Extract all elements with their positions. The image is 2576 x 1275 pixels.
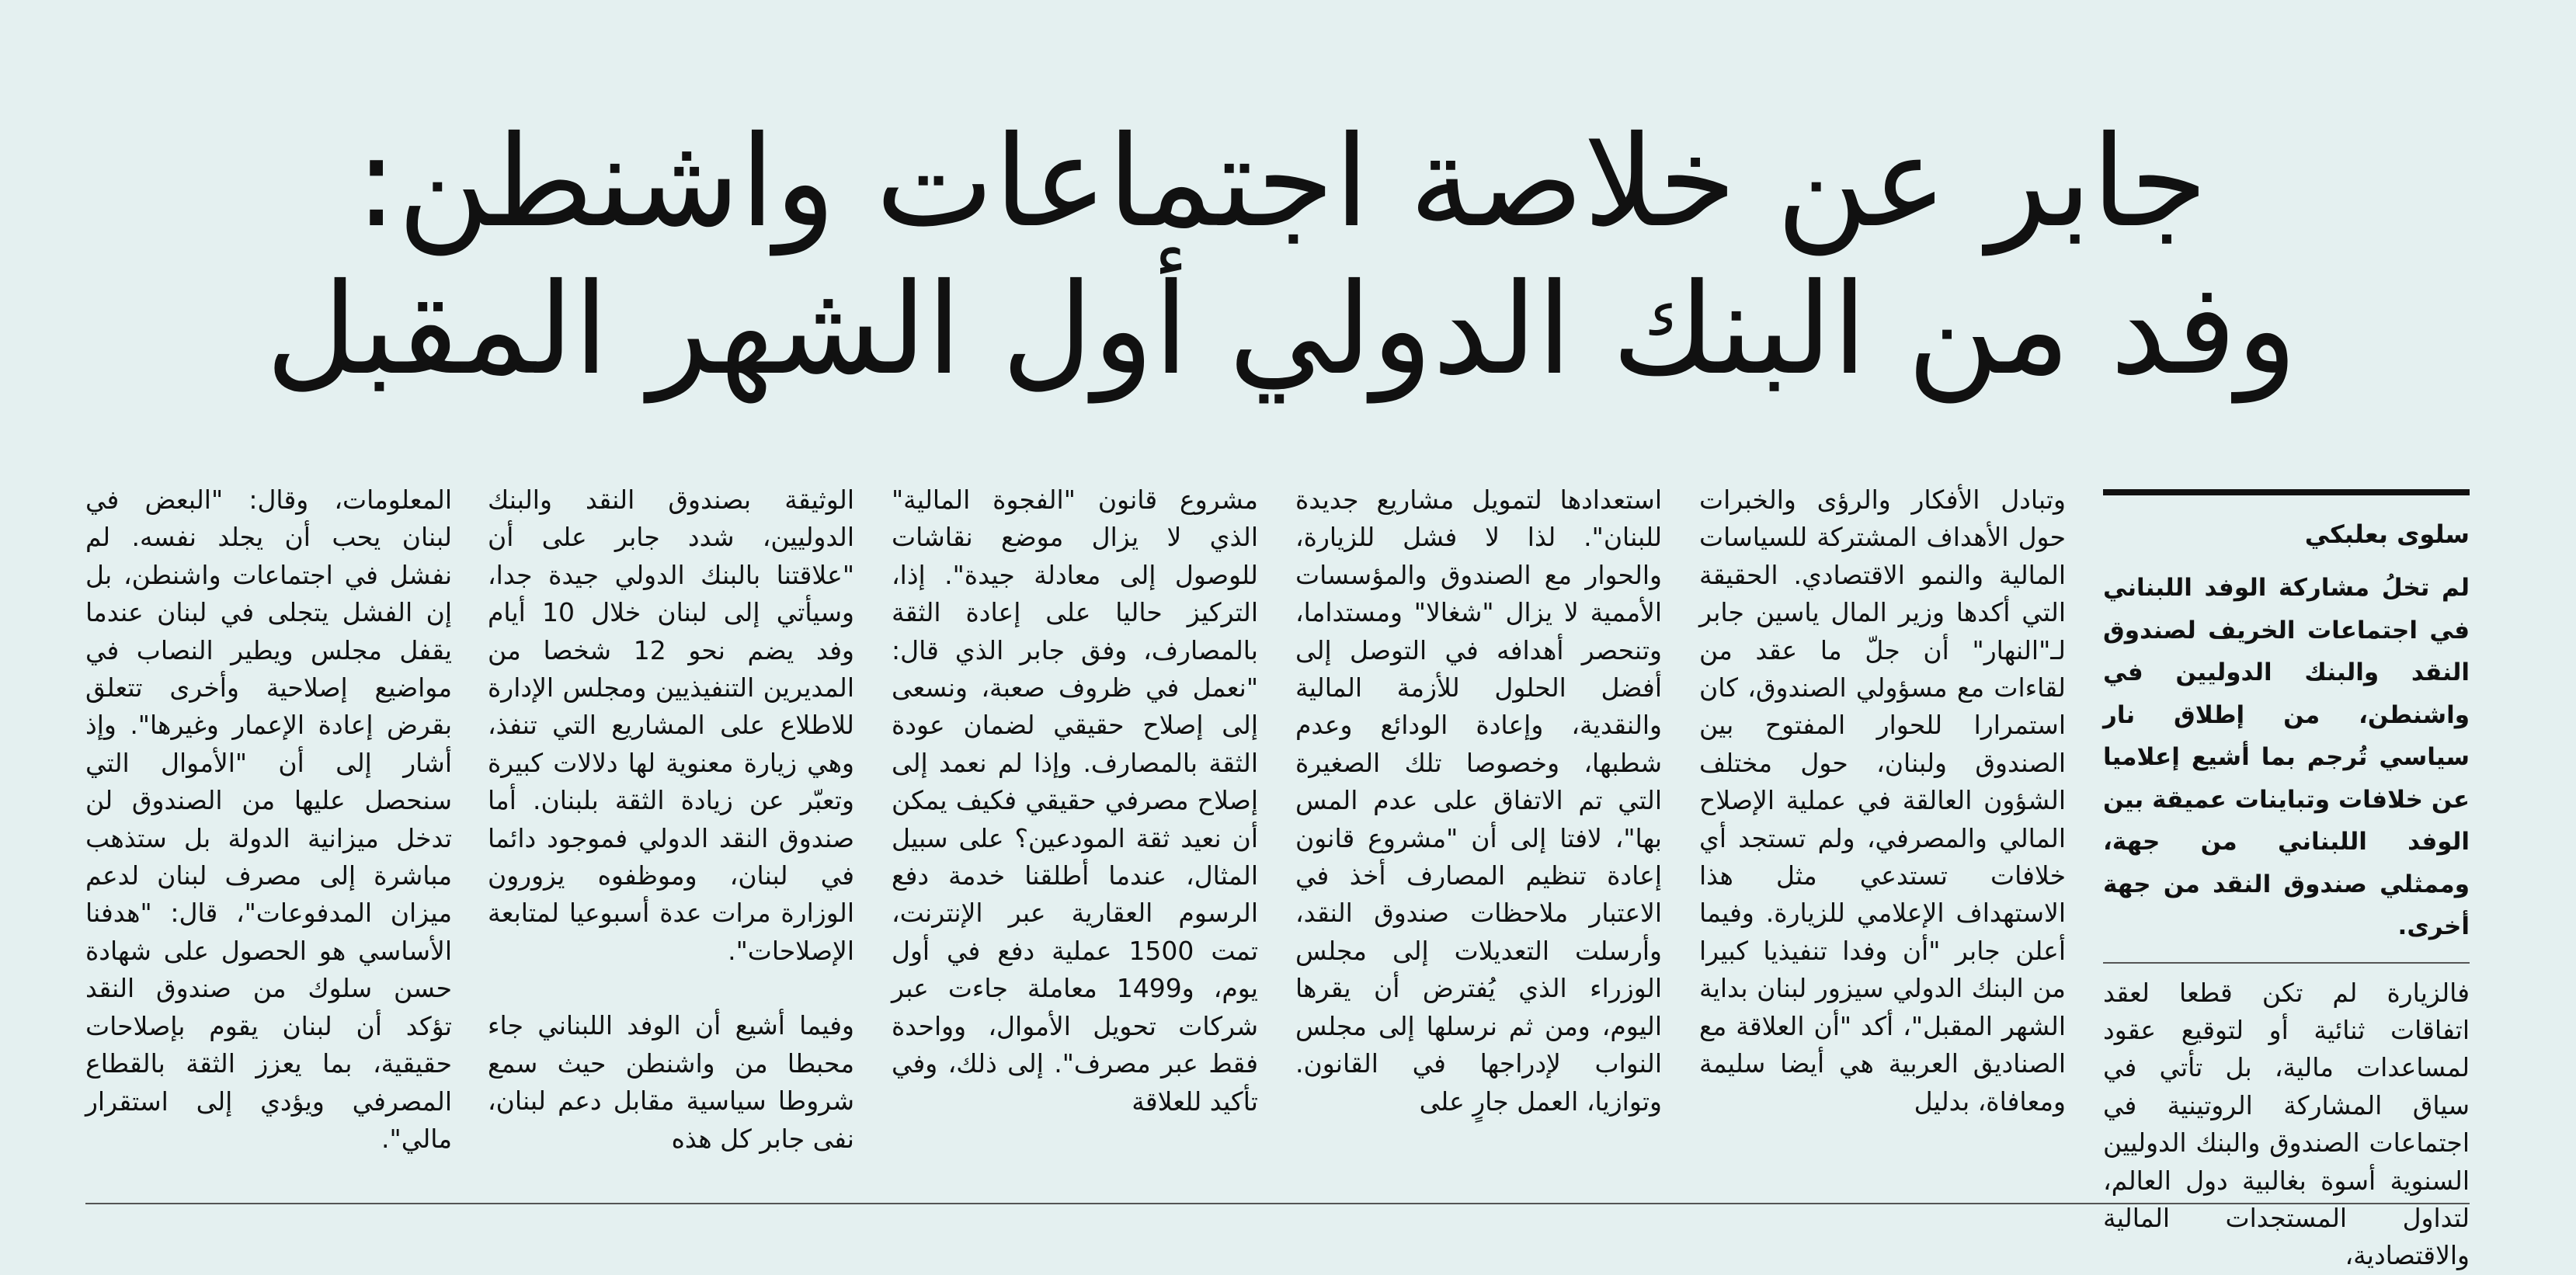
headline-line-1: جابر عن خلاصة اجتماعات واشنطن: bbox=[355, 109, 2208, 255]
headline bbox=[116, 109, 2446, 404]
column-5 bbox=[488, 481, 854, 1180]
column-3-text: استعدادها لتمويل مشاريع جديدة للبنان". لذا لا فشل للزيارة، والحوار مع الصندوق والمؤسسات الأممية لا يزال "شغالا" ومستداما، وتنحصر أهدافه في التوصل إلى أفضل الحلول للأزمة المالية والنقدية، وإعادة الودائع وعدم شطبها، وخصوصا تلك الصغيرة التي تم الاتفاق على عدم المس بها"، لافتا إلى أن "مشروع قانون إعادة تنظيم المصارف أخذ في الاعتبار ملاحظات صندوق النقد، وأرسلت التعديلات إلى مجلس الوزراء الذي يُفترض أن يقرها اليوم، ومن ثم نرسلها إلى مجلس النواب لإدراجها في القانون. وتوازيا، العمل جارٍ على bbox=[1295, 485, 1662, 1117]
lead-divider bbox=[2103, 962, 2470, 964]
column-6-text: المعلومات، وقال: "البعض في لبنان يحب أن يجلد نفسه. لم نفشل في اجتماعات واشنطن، بل إن الفشل يتجلى في لبنان عندما يقفل مجلس ويطير النصاب في مواضيع إصلاحية وأخرى تتعلق بقرض إعادة الإعمار وغيرها". وإذ أشار إلى أن "الأموال التي سنحصل عليها من الصندوق لن تدخل ميزانية الدولة بل ستذهب مباشرة إلى مصرف لبنان لدعم ميزان المدفوعات"، قال: "هدفنا الأساسي هو الحصول على شهادة حسن سلوك من صندوق النقد تؤكد أن لبنان يقوم بإصلاحات حقيقية، بما يعزز الثقة بالقطاع المصرفي ويؤدي إلى استقرار مالي". bbox=[85, 485, 452, 1154]
bottom-rule bbox=[85, 1203, 2470, 1204]
top-rule bbox=[2103, 489, 2470, 495]
column-5-text: الوثيقة بصندوق النقد والبنك الدوليين، شدد جابر على أن "علاقتنا بالبنك الدولي جيدة جدا، وسيأتي إلى لبنان خلال 10 أيام وفد يضم نحو 12 شخصا من المديرين التنفيذيين ومجلس الإدارة للاطلاع على المشاريع التي تنفذ، وهي زيارة معنوية لها دلالات كبيرة وتعبّر عن زيادة الثقة بلبنان. أما صندوق النقد الدولي فموجود دائما في لبنان، وموظفوه يزورون الوزارة مرات عدة أسبوعيا لمتابعة الإصلاحات". bbox=[488, 485, 854, 966]
author-byline: سلوى بعلبكي bbox=[2304, 519, 2470, 549]
column-3 bbox=[1295, 481, 1662, 1180]
headline-line-2: وفد من البنك الدولي أول الشهر المقبل bbox=[266, 257, 2297, 403]
column-1 bbox=[2103, 481, 2470, 1271]
column-2 bbox=[1699, 481, 2066, 1180]
lead-paragraph: لم تخلُ مشاركة الوفد اللبناني في اجتماعات الخريف لصندوق النقد والبنك الدوليين في واشنطن، من إطلاق نار سياسي تُرجم بما أشيع إعلاميا عن خلافات وتباينات عميقة بين الوفد اللبناني من جهة، وممثلي صندوق النقد من جهة أخرى. bbox=[2103, 574, 2470, 940]
column-5-text-2: وفيما أشيع أن الوفد اللبناني جاء محبطا من واشنطن حيث سمع شروطا سياسية مقابل دعم لبنان، نفى جابر كل هذه bbox=[488, 1010, 854, 1154]
column-4-text: مشروع قانون "الفجوة المالية" الذي لا يزال موضع نقاشات للوصول إلى معادلة جيدة". إذا، التركيز حاليا على إعادة الثقة بالمصارف، وفق جابر الذي قال: "نعمل في ظروف صعبة، ونسعى إلى إصلاح حقيقي لضمان عودة الثقة بالمصارف. وإذا لم نعمد إلى إصلاح مصرفي حقيقي فكيف يمكن أن نعيد ثقة المودعين؟ على سبيل المثال، عندما أطلقنا خدمة دفع الرسوم العقارية عبر الإنترنت، تمت 1500 عملية دفع في أول يوم، و1499 معاملة جاءت عبر شركات تحويل الأموال، وواحدة فقط عبر مصرف". إلى ذلك، وفي تأكيد للعلاقة bbox=[892, 485, 1259, 1117]
column-2-text: وتبادل الأفكار والرؤى والخبرات حول الأهداف المشتركة للسياسات المالية والنمو الاقتصادي. الحقيقة التي أكدها وزير المال ياسين جابر لـ"النهار" أن جلّ ما عقد من لقاءات مع مسؤولي الصندوق، كان استمرارا للحوار المفتوح بين الصندوق ولبنان، حول مختلف الشؤون العالقة في عملية الإصلاح المالي والمصرفي، ولم تستجد أي خلافات تستدعي مثل هذا الاستهداف الإعلامي للزيارة. وفيما أعلن جابر "أن وفدا تنفيذيا كبيرا من البنك الدولي سيزور لبنان بداية الشهر المقبل"، أكد "أن العلاقة مع الصناديق العربية هي أيضا سليمة ومعافاة، بدليل bbox=[1699, 485, 2066, 1117]
column-1-text: فالزيارة لم تكن قطعا لعقد اتفاقات ثنائية أو لتوقيع عقود لمساعدات مالية، بل تأتي في سياق المشاركة الروتينية في اجتماعات الصندوق والبنك الدوليين السنوية أسوة بغالبية دول العالم، لتداول المستجدات المالية والاقتصادية، bbox=[2103, 977, 2470, 1271]
article-body bbox=[85, 481, 2470, 1271]
column-4 bbox=[892, 481, 1258, 1180]
column-6 bbox=[85, 481, 452, 1180]
